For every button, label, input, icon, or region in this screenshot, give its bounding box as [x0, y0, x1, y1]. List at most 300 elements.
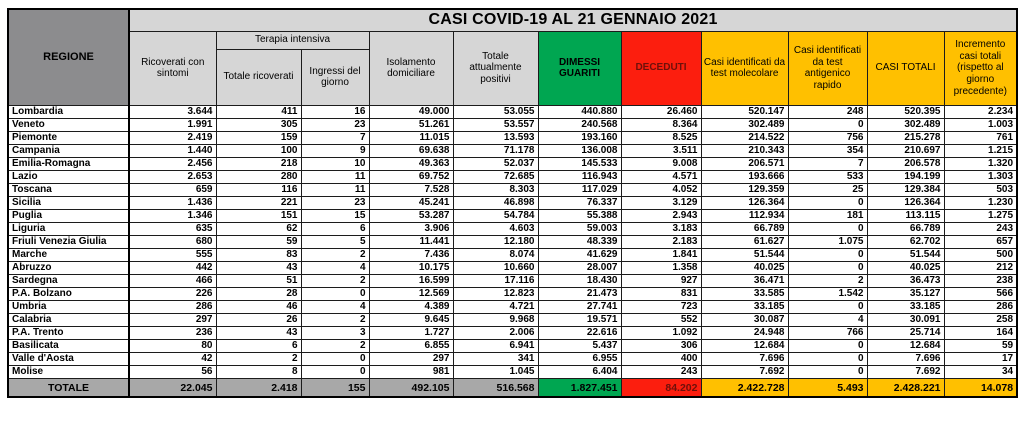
value-cell: 59 [216, 235, 301, 248]
value-cell: 61.627 [701, 235, 788, 248]
value-cell: 126.364 [867, 196, 944, 209]
value-cell: 25 [788, 183, 867, 196]
value-cell: 0 [788, 365, 867, 378]
value-cell: 7.692 [867, 365, 944, 378]
region-cell: Lazio [8, 170, 129, 183]
value-cell: 66.789 [701, 222, 788, 235]
value-cell: 10.175 [369, 261, 453, 274]
value-cell: 238 [944, 274, 1017, 287]
value-cell: 83 [216, 248, 301, 261]
value-cell: 3.129 [621, 196, 701, 209]
region-cell: Veneto [8, 118, 129, 131]
value-cell: 16.599 [369, 274, 453, 287]
value-cell: 54.784 [453, 209, 538, 222]
value-cell: 45.241 [369, 196, 453, 209]
value-cell: 43 [216, 326, 301, 339]
value-cell: 3 [301, 326, 369, 339]
value-cell: 17 [944, 352, 1017, 365]
value-cell: 59 [944, 339, 1017, 352]
value-cell: 129.359 [701, 183, 788, 196]
value-cell: 1.727 [369, 326, 453, 339]
value-cell: 28 [216, 287, 301, 300]
value-cell: 2 [301, 313, 369, 326]
value-cell: 12.684 [701, 339, 788, 352]
value-cell: 500 [944, 248, 1017, 261]
value-cell: 2 [301, 339, 369, 352]
value-cell: 33.185 [867, 300, 944, 313]
value-cell: 1.827.451 [538, 378, 621, 397]
value-cell: 286 [944, 300, 1017, 313]
value-cell: 680 [129, 235, 216, 248]
value-cell: 466 [129, 274, 216, 287]
value-cell: 193.666 [701, 170, 788, 183]
value-cell: 7 [788, 157, 867, 170]
value-cell: 12.823 [453, 287, 538, 300]
value-cell: 11.441 [369, 235, 453, 248]
value-cell: 155 [301, 378, 369, 397]
value-cell: 4 [301, 261, 369, 274]
value-cell: 0 [301, 352, 369, 365]
value-cell: 21.473 [538, 287, 621, 300]
table-row [8, 222, 1017, 235]
value-cell: 100 [216, 144, 301, 157]
value-cell: 49.363 [369, 157, 453, 170]
value-cell: 927 [621, 274, 701, 287]
value-cell: 831 [621, 287, 701, 300]
value-cell: 1.275 [944, 209, 1017, 222]
value-cell: 30.091 [867, 313, 944, 326]
value-cell: 117.029 [538, 183, 621, 196]
value-cell: 8.525 [621, 131, 701, 144]
value-cell: 4 [788, 313, 867, 326]
value-cell: 35.127 [867, 287, 944, 300]
region-cell: Umbria [8, 300, 129, 313]
value-cell: 56 [129, 365, 216, 378]
value-cell: 2.456 [129, 157, 216, 170]
value-cell: 440.880 [538, 105, 621, 118]
value-cell: 6.855 [369, 339, 453, 352]
value-cell: 66.789 [867, 222, 944, 235]
value-cell: 2.422.728 [701, 378, 788, 397]
value-cell: 1.230 [944, 196, 1017, 209]
value-cell: 116 [216, 183, 301, 196]
value-cell: 18.430 [538, 274, 621, 287]
value-cell: 2 [216, 352, 301, 365]
table-row [8, 339, 1017, 352]
value-cell: 1.215 [944, 144, 1017, 157]
value-cell: 59.003 [538, 222, 621, 235]
value-cell: 215.278 [867, 131, 944, 144]
column-header-incremento: Incremento casi totali (rispetto al giorno precedente) [944, 31, 1017, 105]
value-cell: 1.303 [944, 170, 1017, 183]
region-cell: Basilicata [8, 339, 129, 352]
value-cell: 3.644 [129, 105, 216, 118]
value-cell: 2.183 [621, 235, 701, 248]
value-cell: 286 [129, 300, 216, 313]
region-cell: Emilia-Romagna [8, 157, 129, 170]
value-cell: 1.320 [944, 157, 1017, 170]
value-cell: 756 [788, 131, 867, 144]
table-row [8, 170, 1017, 183]
value-cell: 7.696 [867, 352, 944, 365]
region-cell: Campania [8, 144, 129, 157]
table-body [8, 105, 1017, 397]
table-row [8, 183, 1017, 196]
value-cell: 206.571 [701, 157, 788, 170]
value-cell: 49.000 [369, 105, 453, 118]
value-cell: 341 [453, 352, 538, 365]
value-cell: 218 [216, 157, 301, 170]
column-header-test-molecolare: Casi identificati da test molecolare [701, 31, 788, 105]
value-cell: 41.629 [538, 248, 621, 261]
title-row [8, 9, 1017, 31]
value-cell: 0 [788, 196, 867, 209]
value-cell: 1.003 [944, 118, 1017, 131]
column-header-deceduti: DECEDUTI [621, 31, 701, 105]
value-cell: 2.943 [621, 209, 701, 222]
value-cell: 181 [788, 209, 867, 222]
value-cell: 552 [621, 313, 701, 326]
value-cell: 12.684 [867, 339, 944, 352]
value-cell: 7.696 [701, 352, 788, 365]
value-cell: 761 [944, 131, 1017, 144]
table-row [8, 352, 1017, 365]
value-cell: 1.436 [129, 196, 216, 209]
value-cell: 354 [788, 144, 867, 157]
value-cell: 25.714 [867, 326, 944, 339]
value-cell: 26.460 [621, 105, 701, 118]
table-row [8, 313, 1017, 326]
value-cell: 17.116 [453, 274, 538, 287]
value-cell: 71.178 [453, 144, 538, 157]
value-cell: 0 [788, 261, 867, 274]
value-cell: 40.025 [867, 261, 944, 274]
value-cell: 4 [301, 300, 369, 313]
value-cell: 33.185 [701, 300, 788, 313]
column-header-ricoverati-con-sintomi: Ricoverati con sintomi [129, 31, 216, 105]
value-cell: 46.898 [453, 196, 538, 209]
value-cell: 33.585 [701, 287, 788, 300]
value-cell: 7.436 [369, 248, 453, 261]
value-cell: 302.489 [701, 118, 788, 131]
value-cell: 5.493 [788, 378, 867, 397]
value-cell: 442 [129, 261, 216, 274]
value-cell: 297 [129, 313, 216, 326]
value-cell: 69.752 [369, 170, 453, 183]
region-cell: Calabria [8, 313, 129, 326]
value-cell: 243 [621, 365, 701, 378]
value-cell: 34 [944, 365, 1017, 378]
value-cell: 226 [129, 287, 216, 300]
value-cell: 136.008 [538, 144, 621, 157]
value-cell: 1.991 [129, 118, 216, 131]
value-cell: 240.568 [538, 118, 621, 131]
value-cell: 53.287 [369, 209, 453, 222]
region-cell: TOTALE [8, 378, 129, 397]
table-row [8, 300, 1017, 313]
value-cell: 10.660 [453, 261, 538, 274]
value-cell: 36.471 [701, 274, 788, 287]
value-cell: 302.489 [867, 118, 944, 131]
value-cell: 0 [788, 222, 867, 235]
value-cell: 400 [621, 352, 701, 365]
value-cell: 981 [369, 365, 453, 378]
value-cell: 236 [129, 326, 216, 339]
value-cell: 9 [301, 144, 369, 157]
value-cell: 62.702 [867, 235, 944, 248]
value-cell: 214.522 [701, 131, 788, 144]
value-cell: 19.571 [538, 313, 621, 326]
value-cell: 0 [788, 300, 867, 313]
value-cell: 2.653 [129, 170, 216, 183]
value-cell: 53.055 [453, 105, 538, 118]
value-cell: 766 [788, 326, 867, 339]
value-cell: 0 [788, 248, 867, 261]
table-row [8, 157, 1017, 170]
value-cell: 555 [129, 248, 216, 261]
value-cell: 1.440 [129, 144, 216, 157]
value-cell: 26 [216, 313, 301, 326]
value-cell: 8 [216, 365, 301, 378]
value-cell: 5 [301, 235, 369, 248]
value-cell: 9.645 [369, 313, 453, 326]
value-cell: 280 [216, 170, 301, 183]
value-cell: 23 [301, 196, 369, 209]
table-row [8, 105, 1017, 118]
column-header-dimessi-guariti: DIMESSI GUARITI [538, 31, 621, 105]
value-cell: 723 [621, 300, 701, 313]
value-cell: 27.741 [538, 300, 621, 313]
value-cell: 8.074 [453, 248, 538, 261]
value-cell: 566 [944, 287, 1017, 300]
value-cell: 3.183 [621, 222, 701, 235]
value-cell: 51.544 [701, 248, 788, 261]
value-cell: 22.616 [538, 326, 621, 339]
value-cell: 3.511 [621, 144, 701, 157]
value-cell: 16 [301, 105, 369, 118]
value-cell: 52.037 [453, 157, 538, 170]
value-cell: 2.419 [129, 131, 216, 144]
value-cell: 46 [216, 300, 301, 313]
value-cell: 5.437 [538, 339, 621, 352]
value-cell: 306 [621, 339, 701, 352]
table-row [8, 209, 1017, 222]
table-row [8, 118, 1017, 131]
value-cell: 1.358 [621, 261, 701, 274]
value-cell: 43 [216, 261, 301, 274]
table-row [8, 274, 1017, 287]
value-cell: 9.008 [621, 157, 701, 170]
value-cell: 2.418 [216, 378, 301, 397]
value-cell: 248 [788, 105, 867, 118]
value-cell: 9.968 [453, 313, 538, 326]
value-cell: 42 [129, 352, 216, 365]
value-cell: 48.339 [538, 235, 621, 248]
value-cell: 193.160 [538, 131, 621, 144]
table-row [8, 326, 1017, 339]
value-cell: 1.542 [788, 287, 867, 300]
region-cell: Marche [8, 248, 129, 261]
region-cell: P.A. Trento [8, 326, 129, 339]
table-row [8, 287, 1017, 300]
value-cell: 243 [944, 222, 1017, 235]
value-cell: 13.593 [453, 131, 538, 144]
value-cell: 23 [301, 118, 369, 131]
value-cell: 7.528 [369, 183, 453, 196]
value-cell: 0 [788, 118, 867, 131]
value-cell: 210.697 [867, 144, 944, 157]
value-cell: 533 [788, 170, 867, 183]
value-cell: 657 [944, 235, 1017, 248]
value-cell: 520.147 [701, 105, 788, 118]
value-cell: 72.685 [453, 170, 538, 183]
value-cell: 4.052 [621, 183, 701, 196]
region-cell: Abruzzo [8, 261, 129, 274]
value-cell: 4.389 [369, 300, 453, 313]
value-cell: 659 [129, 183, 216, 196]
value-cell: 12.180 [453, 235, 538, 248]
value-cell: 6 [216, 339, 301, 352]
value-cell: 1.346 [129, 209, 216, 222]
value-cell: 305 [216, 118, 301, 131]
value-cell: 2 [301, 248, 369, 261]
value-cell: 2.234 [944, 105, 1017, 118]
value-cell: 2 [301, 274, 369, 287]
value-cell: 84.202 [621, 378, 701, 397]
value-cell: 2.006 [453, 326, 538, 339]
value-cell: 194.199 [867, 170, 944, 183]
column-header-ingressi-del-giorno: Ingressi del giorno [301, 49, 369, 105]
value-cell: 7.692 [701, 365, 788, 378]
value-cell: 6.404 [538, 365, 621, 378]
table-title: CASI COVID-19 AL 21 GENNAIO 2021 [129, 9, 1017, 31]
table-row [8, 248, 1017, 261]
region-cell: Sicilia [8, 196, 129, 209]
value-cell: 15 [301, 209, 369, 222]
value-cell: 206.578 [867, 157, 944, 170]
column-header-totale-ricoverati: Totale ricoverati [216, 49, 301, 105]
value-cell: 4.571 [621, 170, 701, 183]
value-cell: 30.087 [701, 313, 788, 326]
region-cell: Friuli Venezia Giulia [8, 235, 129, 248]
value-cell: 22.045 [129, 378, 216, 397]
value-cell: 112.934 [701, 209, 788, 222]
value-cell: 11 [301, 183, 369, 196]
value-cell: 113.115 [867, 209, 944, 222]
value-cell: 55.388 [538, 209, 621, 222]
value-cell: 164 [944, 326, 1017, 339]
value-cell: 36.473 [867, 274, 944, 287]
value-cell: 11 [301, 170, 369, 183]
table-row [8, 144, 1017, 157]
column-header-regione: REGIONE [8, 9, 129, 105]
column-header-isolamento-domiciliare: Isolamento domiciliare [369, 31, 453, 105]
group-header-row [8, 31, 1017, 49]
value-cell: 80 [129, 339, 216, 352]
value-cell: 221 [216, 196, 301, 209]
value-cell: 126.364 [701, 196, 788, 209]
value-cell: 503 [944, 183, 1017, 196]
value-cell: 4.603 [453, 222, 538, 235]
value-cell: 69.638 [369, 144, 453, 157]
region-cell: Lombardia [8, 105, 129, 118]
region-cell: Valle d'Aosta [8, 352, 129, 365]
value-cell: 76.337 [538, 196, 621, 209]
region-cell: P.A. Bolzano [8, 287, 129, 300]
value-cell: 12.569 [369, 287, 453, 300]
value-cell: 492.105 [369, 378, 453, 397]
value-cell: 24.948 [701, 326, 788, 339]
region-cell: Puglia [8, 209, 129, 222]
region-cell: Liguria [8, 222, 129, 235]
table-row [8, 131, 1017, 144]
value-cell: 411 [216, 105, 301, 118]
column-header-terapia-intensiva: Terapia intensiva [216, 31, 369, 49]
value-cell: 129.384 [867, 183, 944, 196]
value-cell: 8.303 [453, 183, 538, 196]
table-row [8, 365, 1017, 378]
value-cell: 53.557 [453, 118, 538, 131]
value-cell: 51.544 [867, 248, 944, 261]
value-cell: 4.721 [453, 300, 538, 313]
value-cell: 0 [788, 352, 867, 365]
value-cell: 520.395 [867, 105, 944, 118]
value-cell: 212 [944, 261, 1017, 274]
value-cell: 6 [301, 222, 369, 235]
value-cell: 0 [788, 339, 867, 352]
value-cell: 258 [944, 313, 1017, 326]
covid-cases-table [7, 8, 1018, 398]
value-cell: 1.092 [621, 326, 701, 339]
value-cell: 40.025 [701, 261, 788, 274]
value-cell: 51 [216, 274, 301, 287]
table-row [8, 235, 1017, 248]
value-cell: 2 [788, 274, 867, 287]
column-header-casi-totali: CASI TOTALI [867, 31, 944, 105]
value-cell: 0 [301, 287, 369, 300]
table-row [8, 261, 1017, 274]
value-cell: 3.906 [369, 222, 453, 235]
region-cell: Piemonte [8, 131, 129, 144]
table-header [8, 9, 1017, 105]
value-cell: 297 [369, 352, 453, 365]
value-cell: 159 [216, 131, 301, 144]
value-cell: 1.075 [788, 235, 867, 248]
region-cell: Molise [8, 365, 129, 378]
column-header-totale-attualmente-positivi: Totale attualmente positivi [453, 31, 538, 105]
value-cell: 8.364 [621, 118, 701, 131]
value-cell: 6.941 [453, 339, 538, 352]
value-cell: 635 [129, 222, 216, 235]
value-cell: 7 [301, 131, 369, 144]
value-cell: 51.261 [369, 118, 453, 131]
value-cell: 10 [301, 157, 369, 170]
value-cell: 14.078 [944, 378, 1017, 397]
value-cell: 516.568 [453, 378, 538, 397]
region-cell: Toscana [8, 183, 129, 196]
value-cell: 116.943 [538, 170, 621, 183]
value-cell: 0 [301, 365, 369, 378]
region-cell: Sardegna [8, 274, 129, 287]
value-cell: 6.955 [538, 352, 621, 365]
table-row [8, 196, 1017, 209]
value-cell: 1.045 [453, 365, 538, 378]
value-cell: 2.428.221 [867, 378, 944, 397]
value-cell: 62 [216, 222, 301, 235]
value-cell: 1.841 [621, 248, 701, 261]
value-cell: 11.015 [369, 131, 453, 144]
value-cell: 145.533 [538, 157, 621, 170]
